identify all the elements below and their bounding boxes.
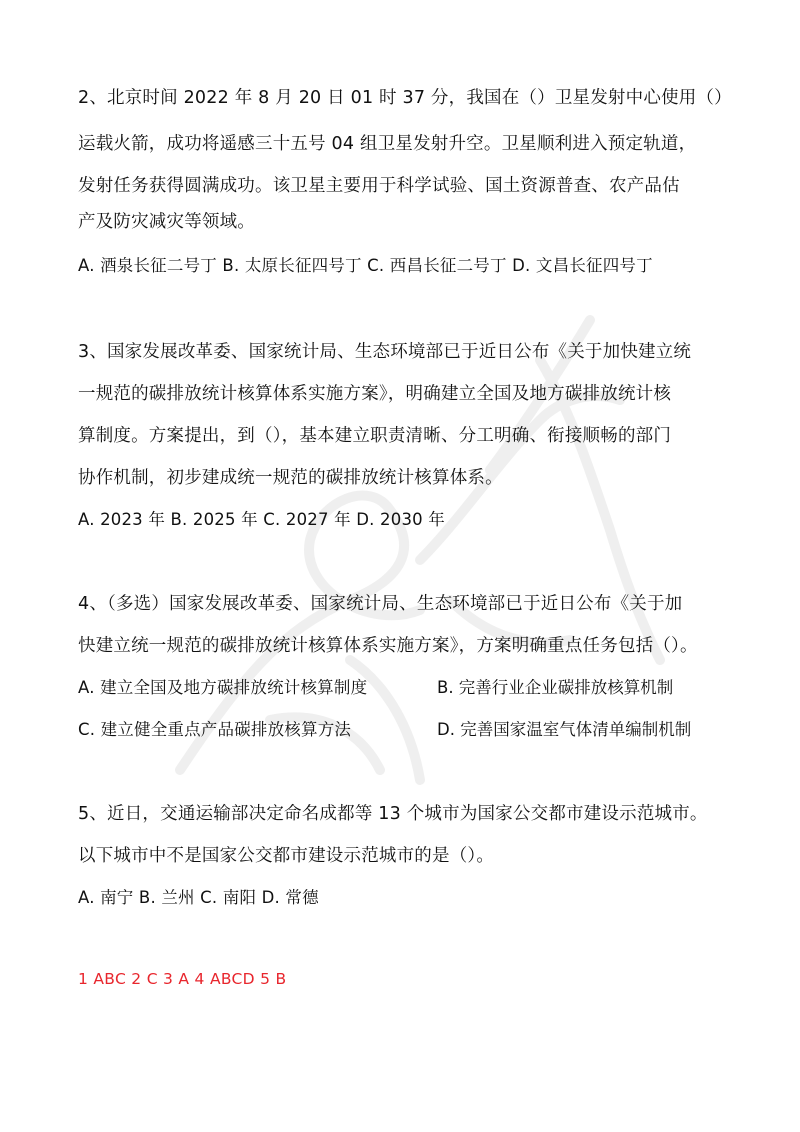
q4-option-a: A. 建立全国及地方碳排放统计核算制度	[78, 678, 368, 697]
q5-options: A. 南宁 B. 兰州 C. 南阳 D. 常德	[78, 888, 319, 907]
q3-line-2: 一规范的碳排放统计核算体系实施方案》，明确建立全国及地方碳排放统计核	[78, 384, 672, 404]
q4-line-2: 快建立统一规范的碳排放统计核算体系实施方案》，方案明确重点任务包括（）。	[78, 636, 698, 656]
q2-options: A. 酒泉长征二号丁 B. 太原长征四号丁 C. 西昌长征二号丁 D. 文昌长征四号丁	[78, 256, 653, 275]
q3-line-4: 协作机制，初步建成统一规范的碳排放统计核算体系。	[78, 468, 503, 488]
q5-line-2: 以下城市中不是国家公交都市建设示范城市的是（）。	[78, 846, 495, 866]
watermark-graphic	[120, 300, 680, 820]
q3-line-3: 算制度。方案提出，到（），基本建立职责清晰、分工明确、衔接顺畅的部门	[78, 426, 672, 446]
q4-option-c: C. 建立健全重点产品碳排放核算方法	[78, 720, 352, 739]
q2-line-4: 产及防灾减灾等领域。	[78, 212, 255, 232]
q5-line-1: 5、近日，交通运输部决定命名成都等 13 个城市为国家公交都市建设示范城市。	[78, 804, 708, 824]
q4-option-d: D. 完善国家温室气体清单编制机制	[437, 720, 692, 739]
q3-options: A. 2023 年 B. 2025 年 C. 2027 年 D. 2030 年	[78, 510, 445, 529]
q2-line-2: 运载火箭，成功将遥感三十五号 04 组卫星发射升空。卫星顺利进入预定轨道，	[78, 134, 697, 154]
answer-key: 1 ABC 2 C 3 A 4 ABCD 5 B	[78, 970, 287, 988]
q2-line-1: 2、北京时间 2022 年 8 月 20 日 01 时 37 分，我国在（）卫星发射中心使用（）	[78, 88, 732, 108]
q3-line-1: 3、国家发展改革委、国家统计局、生态环境部已于近日公布《关于加快建立统	[78, 342, 692, 362]
q4-line-1: 4、（多选）国家发展改革委、国家统计局、生态环境部已于近日公布《关于加	[78, 594, 683, 614]
q2-line-3: 发射任务获得圆满成功。该卫星主要用于科学试验、国土资源普查、农产品估	[78, 176, 680, 196]
q4-option-b: B. 完善行业企业碳排放核算机制	[437, 678, 674, 697]
